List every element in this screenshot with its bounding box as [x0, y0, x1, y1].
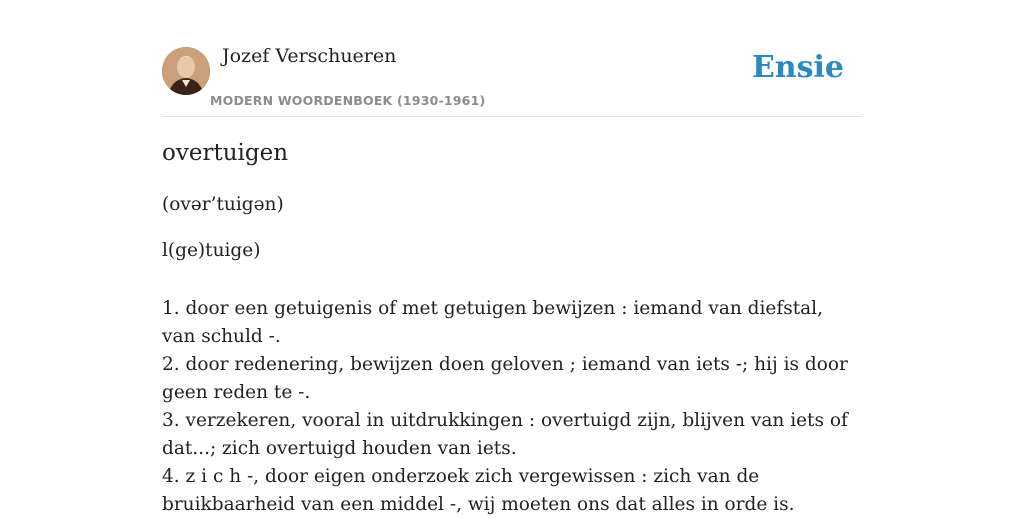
entry-title: overtuigen	[162, 140, 289, 166]
site-logo[interactable]: Ensie	[751, 50, 844, 85]
definition-item: 3. verzekeren, vooral in uitdrukkingen : overtuigd zijn, blijven van iets of dat...; zich overtuigd houden van iets.	[162, 410, 848, 459]
source-label[interactable]: MODERN WOORDENBOEK (1930-1961)	[210, 93, 486, 108]
definition-item: 2. door redenering, bewijzen doen geloven ; iemand van iets -; hij is door geen reden te -.	[162, 354, 848, 403]
definitions-list	[162, 295, 862, 519]
etymology: l(ge)tuige)	[162, 240, 261, 261]
entry-header	[162, 0, 862, 117]
pronunciation: (ovər’tuigən)	[162, 194, 284, 215]
definition-item: 4. z i c h -, door eigen onderzoek zich vergewissen : zich van de bruikbaarheid van een middel -, wij moeten ons dat alles in orde is.	[162, 466, 795, 515]
author-avatar[interactable]	[162, 47, 210, 95]
author-portrait-icon	[162, 47, 210, 95]
definition-item: 1. door een getuigenis of met getuigen bewijzen : iemand van diefstal, van schuld -.	[162, 298, 823, 347]
author-name[interactable]: Jozef Verschueren	[222, 45, 397, 67]
page-container	[162, 0, 862, 515]
